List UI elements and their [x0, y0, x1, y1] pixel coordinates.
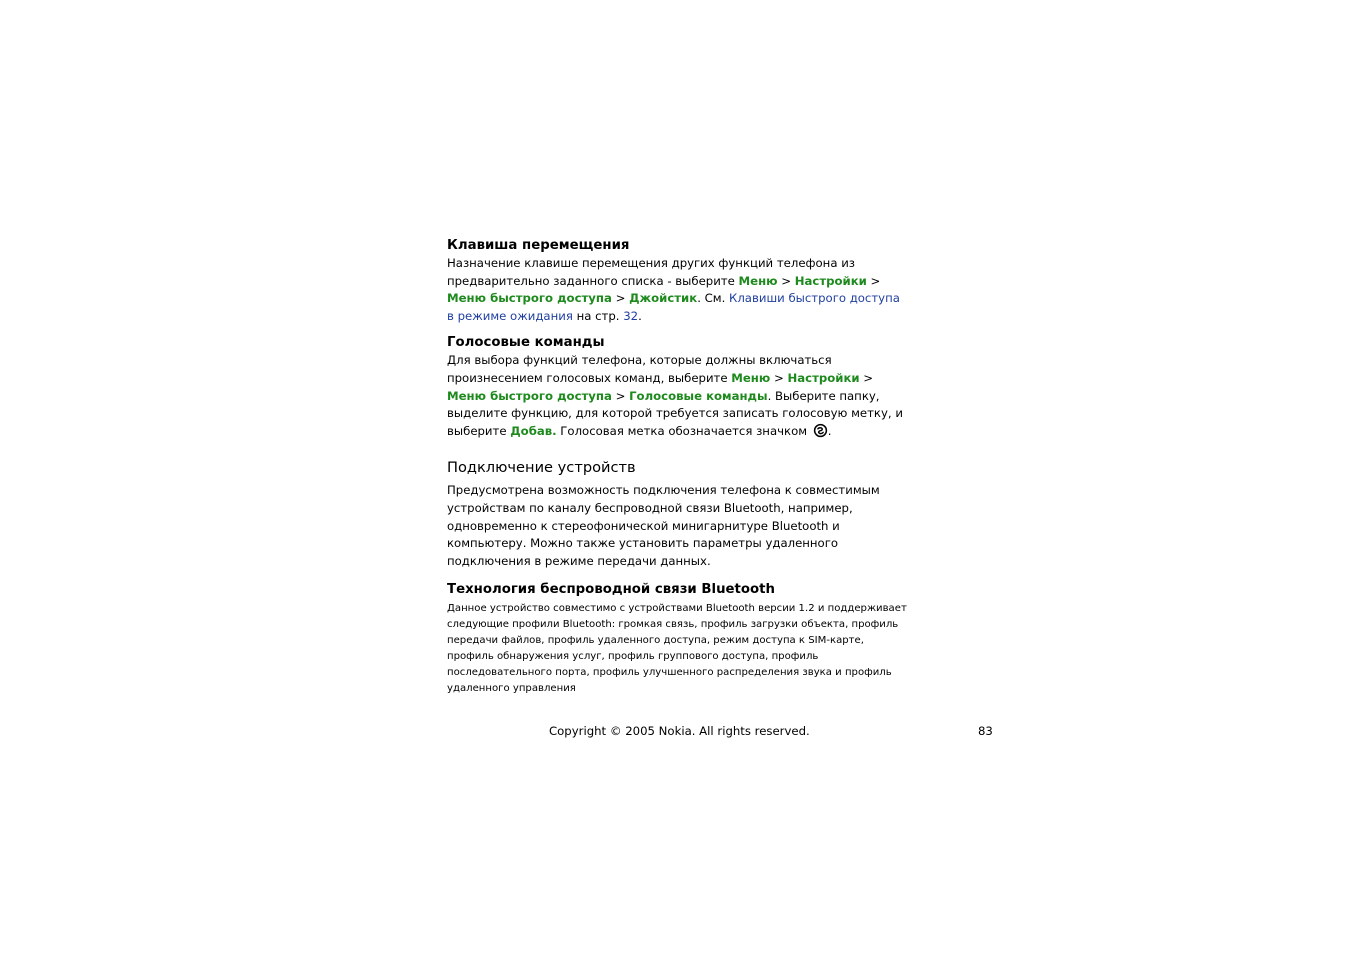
bluetooth-paragraph: Данное устройство совместимо с устройствами Bluetooth версии 1.2 и поддерживает следующие профили Bluetooth: громкая связь, профиль загрузки объекта, профиль передачи файлов, профиль удаленного доступа, режим доступа к SIM-карте, профиль обнаружения услуг, профиль группового доступа, профиль последовательного порта, профиль улучшенного распределения звука и профиль удаленного управления — [447, 603, 907, 695]
voice-text-4: . — [827, 423, 832, 438]
voice-tag-icon — [813, 423, 828, 438]
menu-separator: > — [770, 370, 788, 385]
voice-text-1: Для выбора функций телефона, которые должны включаться произнесением голосовых команд, выберите — [447, 353, 832, 385]
menu-separator: > — [866, 273, 881, 288]
connectivity-paragraph: Предусмотрена возможность подключения телефона к совместимым устройствам по каналу беспроводной связи Bluetooth, например, одновременно к стереофонической минигарнитуре Bluetooth и компьютеру. Можно также установить параметры удаленного подключения в режиме передачи данных. — [447, 483, 880, 568]
menu-separator: > — [611, 291, 630, 306]
menu-path-shortcuts: Меню быстрого доступа — [447, 291, 612, 306]
page-content — [447, 236, 907, 697]
voice-text-3: Голосовая метка обозначается значком — [556, 423, 811, 438]
menu-separator: > — [611, 388, 630, 403]
menu-separator: > — [777, 273, 795, 288]
voice-commands-heading: Голосовые команды — [447, 335, 605, 351]
nav-key-heading: Клавиша перемещения — [447, 238, 630, 253]
menu-path-settings: Настройки — [794, 273, 867, 288]
nav-key-paragraph — [447, 255, 907, 325]
menu-path-menu: Меню — [731, 370, 771, 385]
menu-path-voice-commands: Голосовые команды — [629, 388, 768, 403]
nav-key-text-1: Назначение клавише перемещения других функций телефона из предварительно заданного списка - выберите — [447, 256, 856, 288]
bluetooth-heading: Технология беспроводной связи Bluetooth — [447, 582, 776, 598]
standby-shortcuts-link[interactable]: Клавиши быстрого доступа в режиме ожидания — [447, 291, 900, 323]
menu-path-settings: Настройки — [787, 370, 860, 385]
menu-path-joystick: Джойстик — [629, 291, 698, 306]
voice-commands-paragraph — [447, 352, 907, 440]
footer-copyright: Copyright © 2005 Nokia. All rights reserved. — [549, 724, 810, 738]
menu-separator: > — [859, 370, 874, 385]
page-32-link[interactable]: 32 — [623, 308, 639, 323]
nav-key-text-4: . — [638, 308, 642, 323]
connectivity-heading: Подключение устройств — [447, 459, 636, 477]
nav-key-text-2: . См. — [697, 291, 730, 306]
page-number: 83 — [978, 724, 993, 738]
menu-path-menu: Меню — [738, 273, 778, 288]
nav-key-text-3: на стр. — [572, 308, 624, 323]
menu-path-shortcuts: Меню быстрого доступа — [447, 388, 612, 403]
voice-text-2: . Выберите папку, выделите функцию, для которой требуется записать голосовую метку, и выберите — [447, 388, 903, 438]
menu-action-add: Добав. — [510, 423, 557, 438]
